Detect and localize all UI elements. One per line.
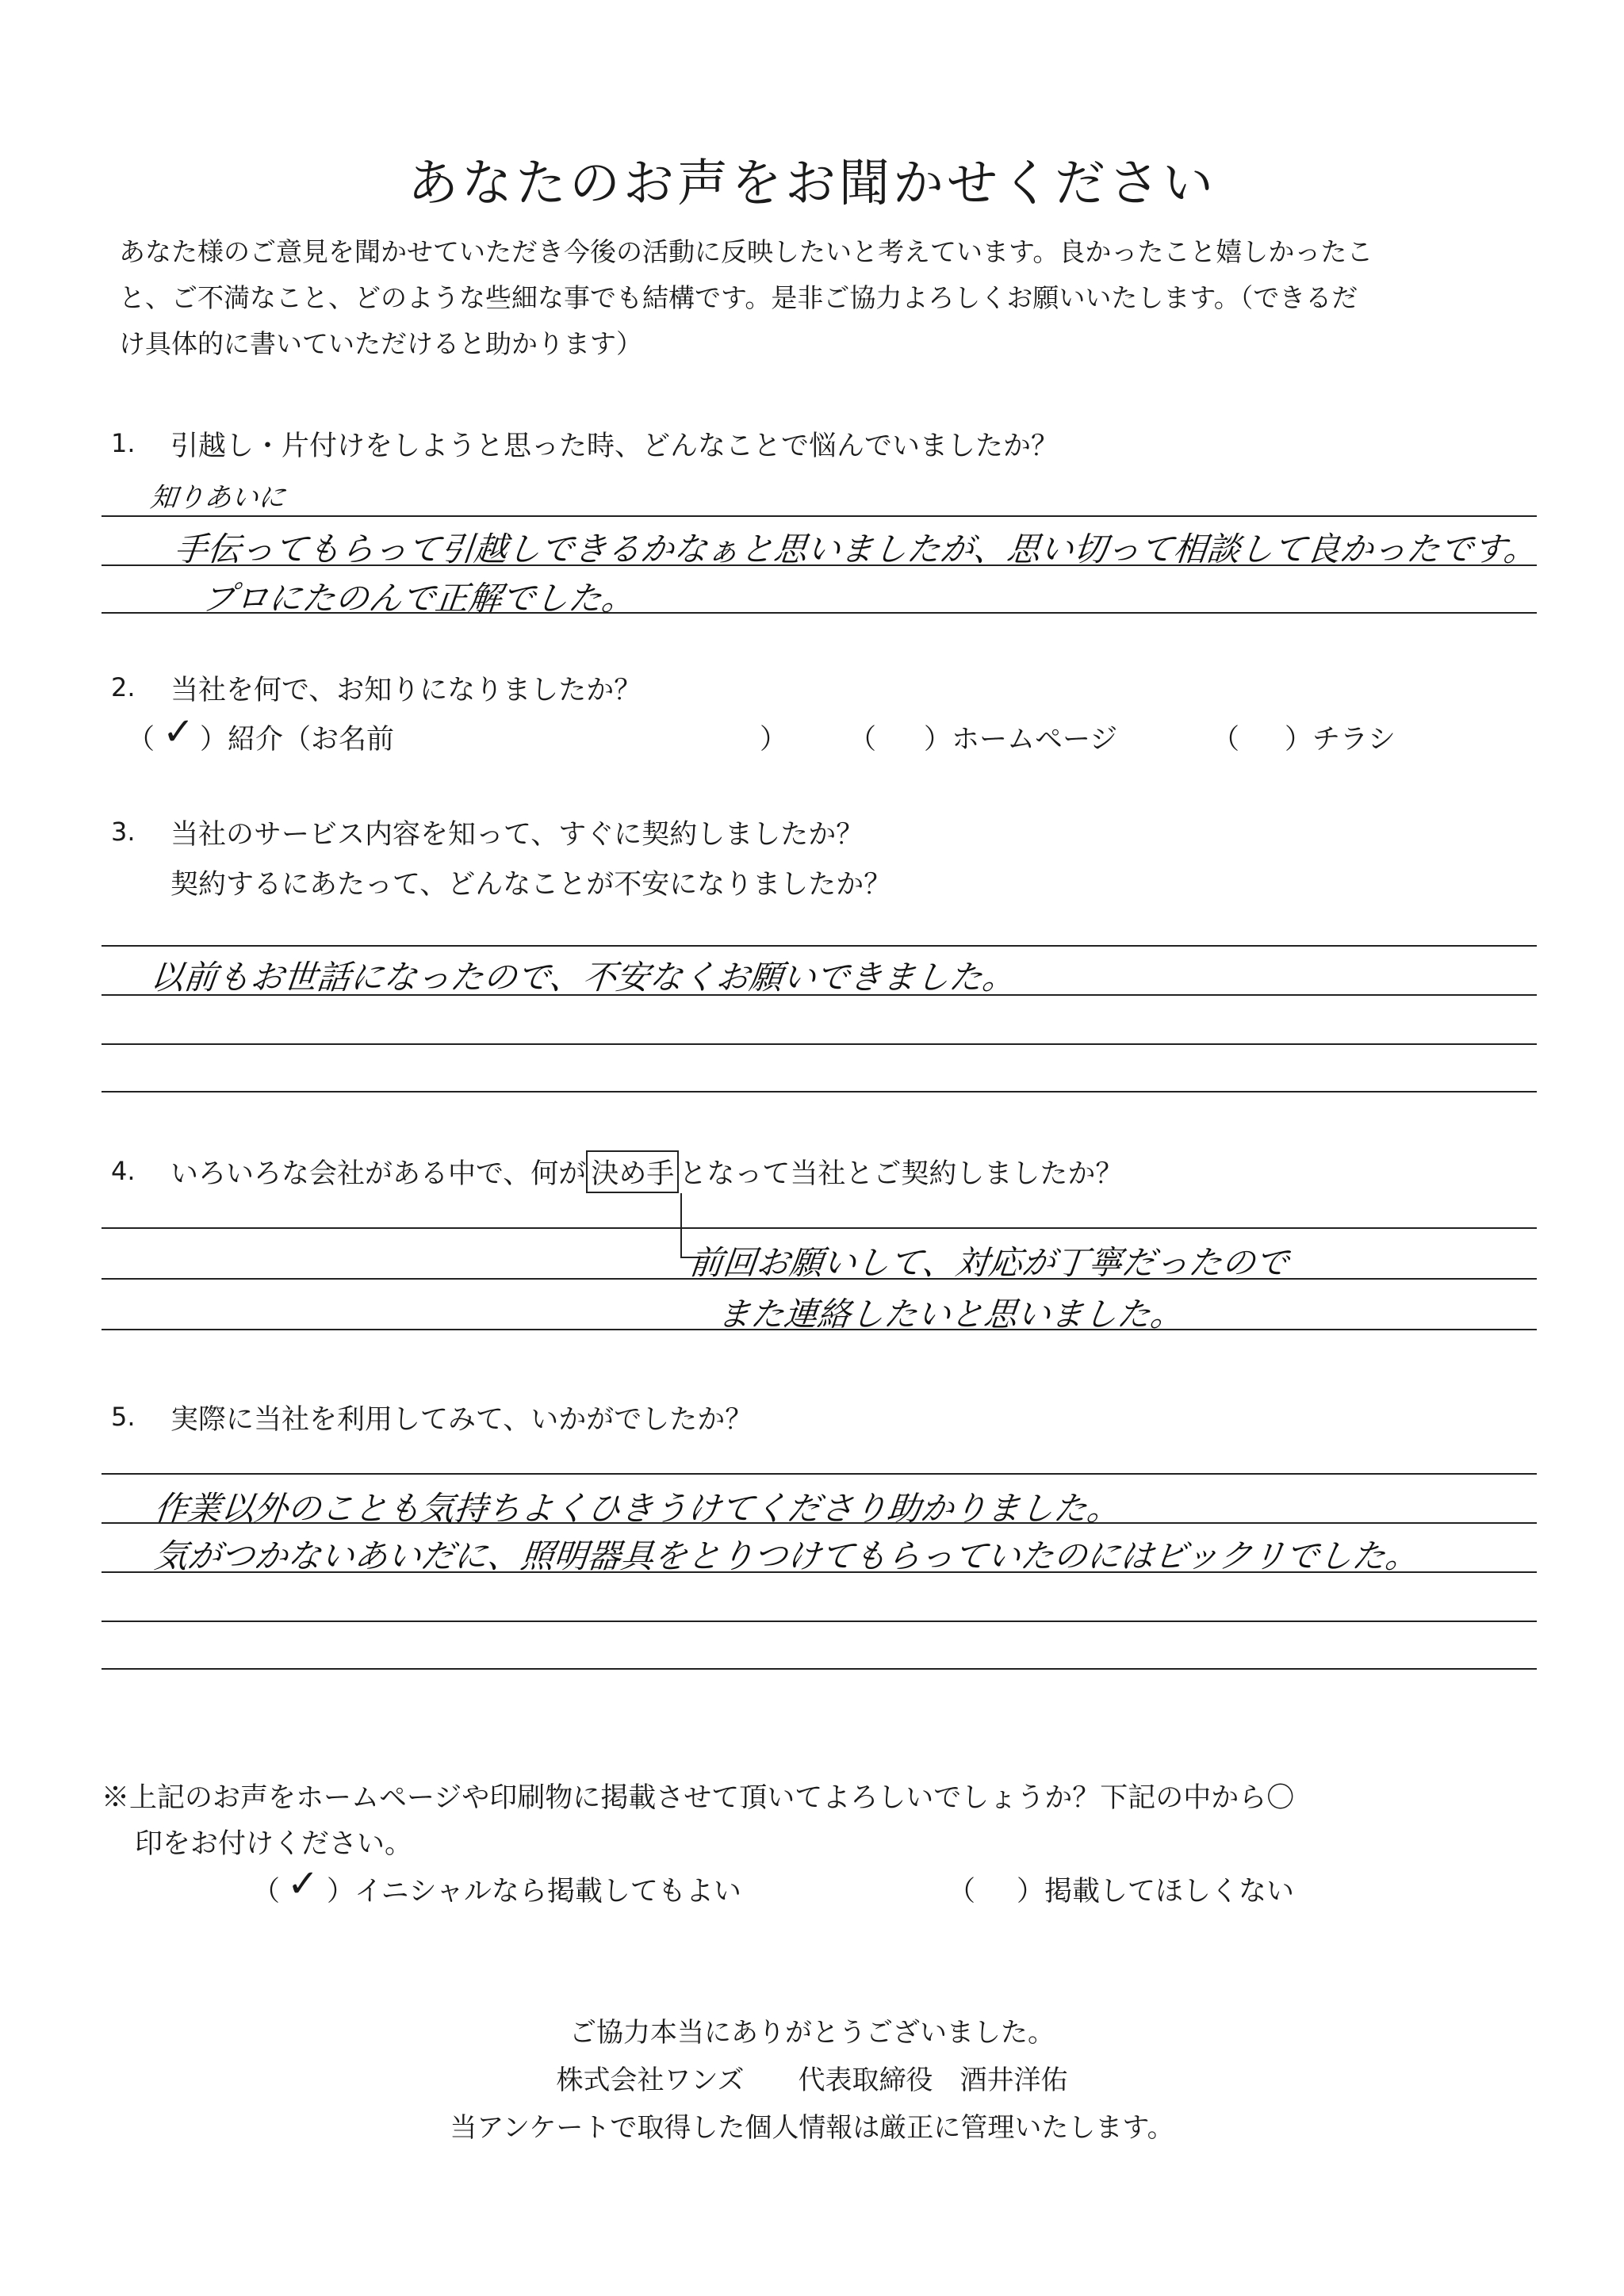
q4-rule-1 [102,1227,1537,1229]
q5-number: 5. [111,1402,136,1432]
q2-number: 2. [111,672,136,702]
q1-answer-line-1: 手伝ってもらって引越しできるかなぁと思いましたが、思い切って相談して良かったです。 [172,530,1539,568]
q1-question: 引越し・片付けをしようと思った時、どんなことで悩んでいましたか？ [170,430,1059,462]
q2-option-flyer: ）チラシ [1285,724,1396,756]
footer-company: 株式会社ワンズ 代表取締役 酒井洋佑 [556,2064,1068,2096]
consent-line-1: ※上記のお声をホームページや印刷物に掲載させて頂いてよろしいでしょうか？下記の中から〇 [102,1782,1295,1814]
consent-check-mark[interactable]: ✓ [287,1862,320,1906]
q5-question: 実際に当社を利用してみて、いかがでしたか？ [170,1404,753,1436]
q4-number: 4. [111,1156,136,1186]
q3-rule-1 [102,945,1537,947]
q3-question-1: 当社のサービス内容を知って、すぐに契約しましたか？ [170,819,864,851]
q2-option-referral: ）紹介（お名前 [200,724,395,756]
q5-answer-line-1: 作業以外のことも気持ちよくひきうけてくださり助かりました。 [152,1489,1123,1528]
q4-arrow-stem [680,1193,682,1257]
footer-thanks: ご協力本当にありがとうございました。 [569,2017,1055,2049]
q3-rule-3 [102,1043,1537,1045]
q4-rule-2 [102,1278,1537,1280]
q3-question-2: 契約するにあたって、どんなことが不安になりましたか？ [170,869,892,901]
q3-rule-4 [102,1091,1537,1093]
q4-boxed-keyword: 決め手 [586,1150,679,1193]
intro-line-3: け具体的に書いていただけると助かります） [119,328,642,359]
intro-line-1: あなた様のご意見を聞かせていただき今後の活動に反映したいと考えています。良かったこと嬉しかったこ [119,236,1373,267]
consent-paren-open-2[interactable]: （ [948,1876,976,1908]
q2-paren-open-2[interactable]: （ [848,724,877,756]
q3-rule-2 [102,994,1537,996]
q5-rule-4 [102,1621,1537,1622]
q5-rule-2 [102,1522,1537,1524]
q5-rule-1 [102,1473,1537,1475]
page-title: あなたのお声をお聞かせください [408,155,1216,213]
q5-rule-5 [102,1668,1537,1670]
q4-answer-line-2: また連絡したいと思いました。 [715,1295,1186,1334]
q5-rule-3 [102,1571,1537,1573]
q4-question [170,1152,1123,1193]
q1-rule-3 [102,612,1537,614]
q2-option-homepage: ）ホームページ [924,724,1118,756]
q2-check-mark[interactable]: ✓ [163,710,195,754]
q3-answer: 以前もお世話になったので、不安なくお願いできました。 [148,958,1018,997]
q1-number: 1. [111,428,136,458]
q5-answer-line-2: 気がつかないあいだに、照明器具をとりつけてもらっていたのにはビックリでした。 [152,1536,1421,1575]
q2-referral-close: ） [760,724,788,756]
q1-answer-line-2: プロにたのんで正解でした。 [200,579,638,618]
intro-line-2: と、ご不満なこと、どのような些細な事でも結構です。是非ご協力よろしくお願いいたします。（できるだ [119,282,1358,313]
q2-question: 当社を何で、お知りになりましたか？ [170,675,642,706]
q2-paren-open-1: （ [127,724,155,756]
q1-rule-2 [102,564,1537,566]
consent-option-initials: ）イニシャルなら掲載してもよい [327,1876,741,1908]
footer-privacy: 当アンケートで取得した個人情報は厳正に管理いたします。 [450,2112,1174,2144]
q2-paren-open-3[interactable]: （ [1212,724,1240,756]
q4-rule-3 [102,1329,1537,1330]
q4-question-before: いろいろな会社がある中で、何が [170,1158,587,1190]
q4-question-after: となって当社とご契約しましたか？ [679,1158,1124,1190]
q3-number: 3. [111,817,136,847]
consent-paren-open-1: （ [252,1876,281,1908]
q1-answer-note: 知りあいに [148,482,287,514]
q4-answer-line-1: 前回お願いして、対応が丁寧だったので [688,1243,1291,1282]
consent-option-decline: ）掲載してほしくない [1017,1876,1295,1908]
consent-line-2: 印をお付けください。 [135,1828,413,1860]
q1-rule-1 [102,515,1537,517]
